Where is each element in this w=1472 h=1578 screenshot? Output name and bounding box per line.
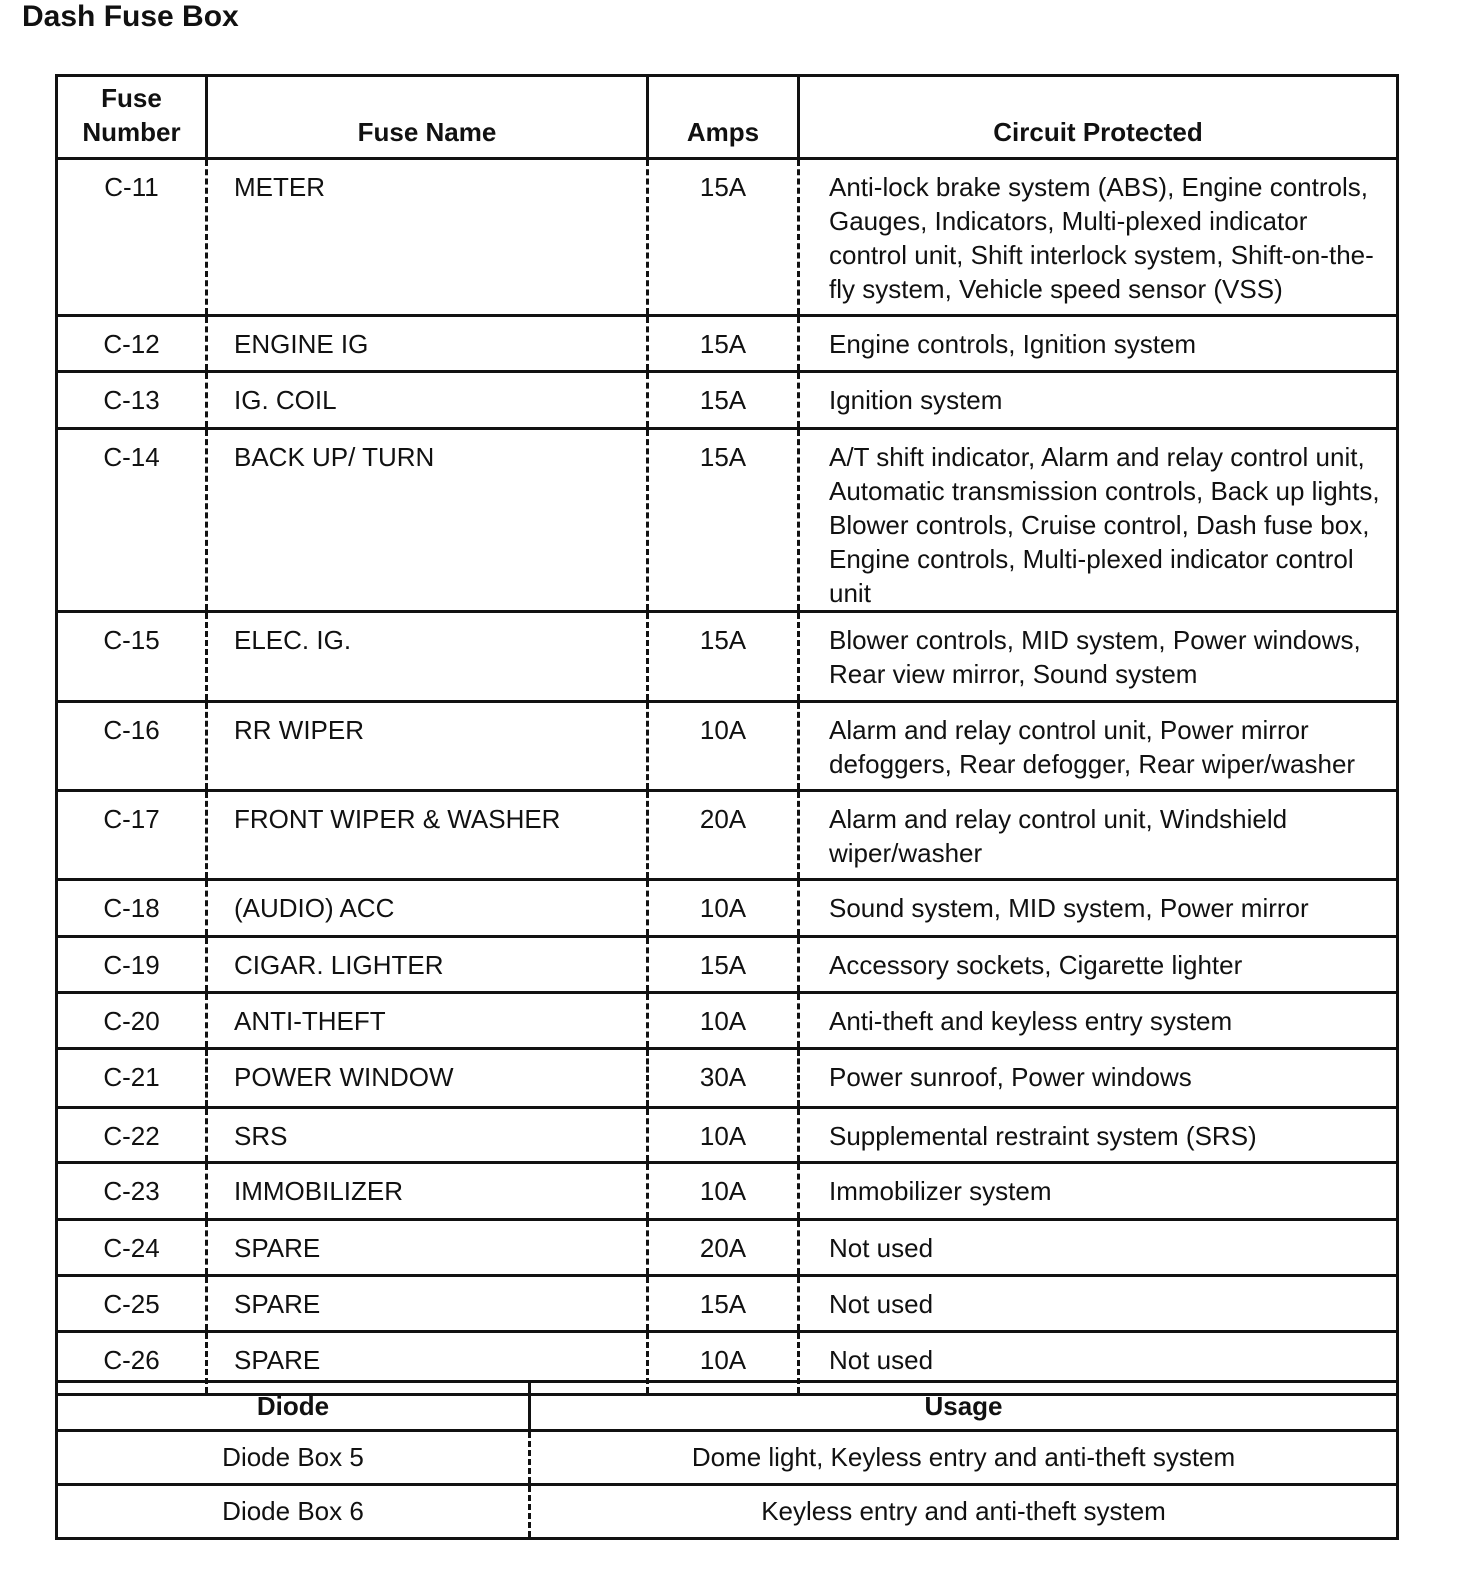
fuse-name: SPARE: [207, 1332, 648, 1395]
header-usage: Usage: [530, 1382, 1398, 1431]
fuse-table: [55, 74, 1399, 1396]
fuse-number: C-21: [57, 1049, 207, 1108]
fuse-amps: 15A: [648, 159, 799, 316]
fuse-name: ANTI-THEFT: [207, 993, 648, 1049]
fuse-amps: 15A: [648, 612, 799, 702]
fuse-name: METER: [207, 159, 648, 316]
fuse-number: C-17: [57, 791, 207, 880]
circuit-protected: Not used: [799, 1276, 1398, 1332]
fuse-name: CIGAR. LIGHTER: [207, 937, 648, 993]
circuit-protected: Anti-lock brake system (ABS), Engine controls, Gauges, Indicators, Multi-plexed indicator control unit, Shift interlock system, Shift-on-the-fly system, Vehicle speed sensor (VSS): [799, 159, 1398, 316]
table-row: [57, 372, 1398, 429]
fuse-table-header: [57, 76, 1398, 159]
fuse-name: (AUDIO) ACC: [207, 880, 648, 937]
circuit-protected: Blower controls, MID system, Power windows, Rear view mirror, Sound system: [799, 612, 1398, 702]
table-row: [57, 993, 1398, 1049]
fuse-amps: 15A: [648, 372, 799, 429]
table-row: [57, 1431, 1398, 1485]
circuit-protected: Accessory sockets, Cigarette lighter: [799, 937, 1398, 993]
diode-table-header: [57, 1382, 1398, 1431]
fuse-number: C-12: [57, 316, 207, 372]
circuit-protected: Not used: [799, 1220, 1398, 1276]
table-row: [57, 1108, 1398, 1163]
fuse-name: RR WIPER: [207, 702, 648, 791]
fuse-name: IG. COIL: [207, 372, 648, 429]
fuse-name: BACK UP/ TURN: [207, 429, 648, 612]
table-row: [57, 937, 1398, 993]
diode-name: Diode Box 5: [57, 1431, 530, 1485]
circuit-protected: Ignition system: [799, 372, 1398, 429]
fuse-name: FRONT WIPER & WASHER: [207, 791, 648, 880]
table-row: [57, 1485, 1398, 1539]
fuse-amps: 15A: [648, 429, 799, 612]
table-row: [57, 612, 1398, 702]
circuit-protected: Supplemental restraint system (SRS): [799, 1108, 1398, 1163]
diode-usage: Keyless entry and anti-theft system: [530, 1485, 1398, 1539]
circuit-protected: Alarm and relay control unit, Windshield wiper/washer: [799, 791, 1398, 880]
table-row: [57, 316, 1398, 372]
fuse-number: C-13: [57, 372, 207, 429]
circuit-protected: Engine controls, Ignition system: [799, 316, 1398, 372]
fuse-amps: 15A: [648, 1276, 799, 1332]
fuse-amps: 10A: [648, 1332, 799, 1395]
fuse-name: ELEC. IG.: [207, 612, 648, 702]
circuit-protected: Sound system, MID system, Power mirror: [799, 880, 1398, 937]
header-diode: Diode: [57, 1382, 530, 1431]
fuse-number: C-26: [57, 1332, 207, 1395]
fuse-amps: 15A: [648, 937, 799, 993]
header-amps: Amps: [648, 76, 799, 159]
diode-name: Diode Box 6: [57, 1485, 530, 1539]
fuse-amps: 10A: [648, 993, 799, 1049]
diode-usage: Dome light, Keyless entry and anti-theft system: [530, 1431, 1398, 1485]
fuse-number: C-25: [57, 1276, 207, 1332]
header-fuse-number: Fuse Number: [57, 76, 207, 159]
fuse-number: C-14: [57, 429, 207, 612]
fuse-number: C-20: [57, 993, 207, 1049]
fuse-name: SPARE: [207, 1220, 648, 1276]
fuse-number: C-16: [57, 702, 207, 791]
table-row: [57, 1220, 1398, 1276]
fuse-name: IMMOBILIZER: [207, 1163, 648, 1220]
circuit-protected: Anti-theft and keyless entry system: [799, 993, 1398, 1049]
table-row: [57, 702, 1398, 791]
fuse-amps: 20A: [648, 1220, 799, 1276]
fuse-amps: 15A: [648, 316, 799, 372]
circuit-protected: Power sunroof, Power windows: [799, 1049, 1398, 1108]
circuit-protected: A/T shift indicator, Alarm and relay control unit, Automatic transmission controls, Back up lights, Blower controls, Cruise control, Dash fuse box, Engine controls, Multi-plexed indicator control unit: [799, 429, 1398, 612]
fuse-number: C-23: [57, 1163, 207, 1220]
fuse-name: SPARE: [207, 1276, 648, 1332]
table-row: [57, 1049, 1398, 1108]
fuse-amps: 10A: [648, 702, 799, 791]
table-row: [57, 429, 1398, 612]
page-title: Dash Fuse Box: [22, 0, 239, 33]
fuse-number: C-24: [57, 1220, 207, 1276]
fuse-number: C-19: [57, 937, 207, 993]
table-row: [57, 1276, 1398, 1332]
table-row: [57, 159, 1398, 316]
fuse-amps: 20A: [648, 791, 799, 880]
fuse-number: C-18: [57, 880, 207, 937]
fuse-amps: 10A: [648, 880, 799, 937]
fuse-amps: 30A: [648, 1049, 799, 1108]
fuse-name: POWER WINDOW: [207, 1049, 648, 1108]
table-row: [57, 880, 1398, 937]
circuit-protected: Not used: [799, 1332, 1398, 1395]
circuit-protected: Alarm and relay control unit, Power mirror defoggers, Rear defogger, Rear wiper/washer: [799, 702, 1398, 791]
fuse-number: C-11: [57, 159, 207, 316]
header-circuit-protected: Circuit Protected: [799, 76, 1398, 159]
fuse-name: SRS: [207, 1108, 648, 1163]
diode-table: [55, 1380, 1399, 1540]
fuse-amps: 10A: [648, 1163, 799, 1220]
fuse-name: ENGINE IG: [207, 316, 648, 372]
header-fuse-name: Fuse Name: [207, 76, 648, 159]
table-row: [57, 791, 1398, 880]
fuse-number: C-15: [57, 612, 207, 702]
circuit-protected: Immobilizer system: [799, 1163, 1398, 1220]
fuse-number: C-22: [57, 1108, 207, 1163]
table-row: [57, 1163, 1398, 1220]
fuse-amps: 10A: [648, 1108, 799, 1163]
